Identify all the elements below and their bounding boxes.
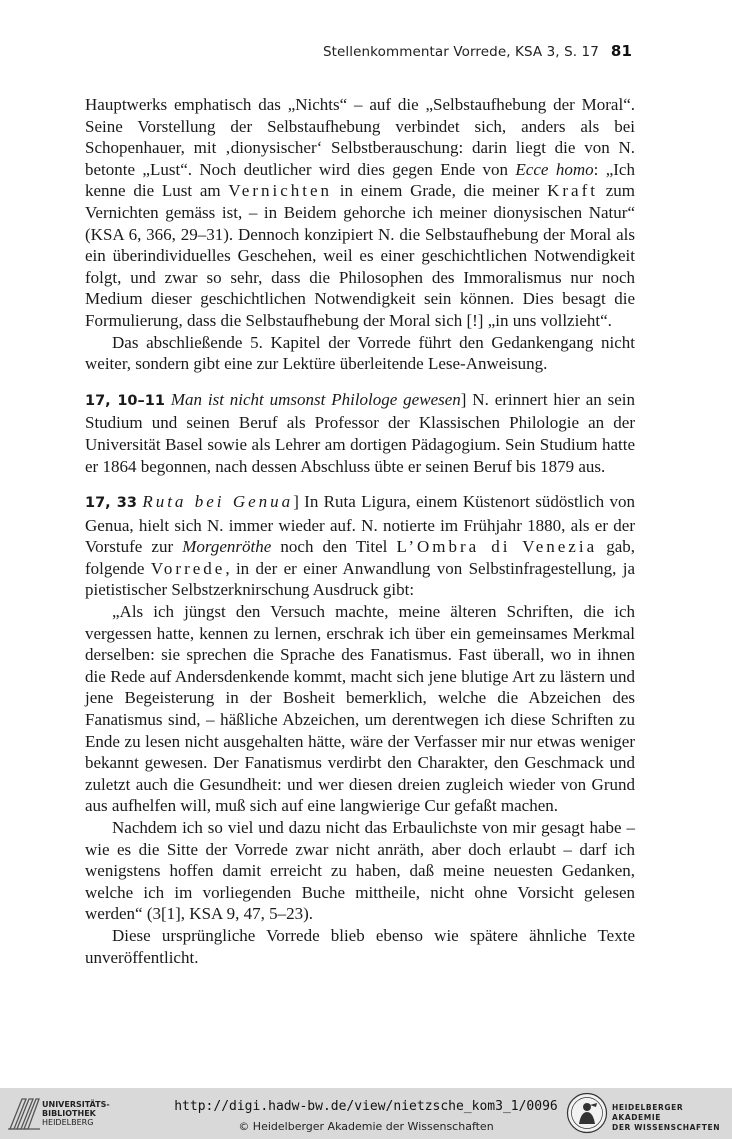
text-run: zum Vernichten gemäss ist, – in Beidem gehorche ich meiner dionysischen Natur“ (KSA 6, 366, 29–31). Dennoch konzipiert N. die Selbstaufhebung der Moral als ein überindividuelles Geschehen, weil es einer geschichtlichen Notwendigkeit folgt, und zwar so sehr, dass die Philosophen des Immoralismus nur noch Medium dieser geschichtlichen Notwendigkeit sein können. Dies besagt die Formulierung, dass die Selbstaufhebung der Moral sich [!] „in uns vollzieht“. bbox=[85, 181, 635, 330]
copyright-notice: © Heidelberger Akademie der Wissenschaften bbox=[238, 1120, 494, 1133]
spaced-word-kraft: Kraft bbox=[547, 181, 598, 201]
page-number: 81 bbox=[610, 42, 632, 60]
commentary-entry-2 bbox=[85, 491, 635, 601]
spaced-word-vernichten: Vernichten bbox=[228, 181, 333, 201]
entry-text: , in der er einer Anwandlung von Selbstinfragestellung, ja pietistischer Selbstzerknirschung Ausdruck gibt: bbox=[85, 558, 635, 600]
running-head-title: Stellenkommentar Vorrede, KSA 3, S. 17 bbox=[322, 44, 599, 60]
digitization-footer bbox=[0, 1088, 732, 1139]
entry-reference: 17, 33 bbox=[85, 495, 137, 512]
academy-line-1: HEIDELBERGER AKADEMIE bbox=[612, 1103, 684, 1122]
work-title-ecce-homo: Ecce homo bbox=[515, 159, 594, 179]
paragraph-1 bbox=[85, 94, 635, 332]
entry-reference: 17, 10–11 bbox=[85, 392, 165, 409]
entry-text: ] N. erinnert hier an sein Studium und seinen Beruf als Professor der Klassischen Philologie an der Universität Basel sowie als Lehrer am dortigen Pädagogium. Sein Studium hatte er 1864 begonnen, nach dessen Abschluss übte er seinen Beruf bis 1879 aus. bbox=[85, 389, 635, 476]
source-url-link[interactable]: http://digi.hadw-bw.de/view/nietzsche_kom3_1/0096 bbox=[174, 1099, 558, 1114]
academy-seal-icon bbox=[566, 1092, 608, 1134]
entry-spacer bbox=[85, 375, 635, 389]
quote-paragraph-2: Nachdem ich so viel und dazu nicht das Erbaulichste von mir gesagt habe – wie es die Sitte der Vorrede zwar nicht anräth, aber doch erlaubt – darf ich wenigstens hoffen damit erreicht zu haben, daß meine neuesten Gedanken, welche ich im vorliegenden Buche mittheile, nicht ohne Vorsicht gelesen werden“ (3[1], KSA 9, 47, 5–23). bbox=[85, 818, 635, 924]
closing-paragraph: Diese ursprüngliche Vorrede blieb ebenso wie spätere ähnliche Texte unveröffentlicht. bbox=[85, 925, 635, 967]
text-run: : „Ich kenne die Lust am bbox=[85, 159, 635, 201]
entry-text: gab, folgende bbox=[85, 537, 636, 578]
work-title-morgenroethe: Morgenröthe bbox=[182, 537, 272, 557]
spaced-word-vorrede: Vorrede bbox=[150, 558, 226, 578]
text-run: in einem Grade, die meiner bbox=[332, 181, 548, 201]
academy-line-2: DER WISSENSCHAFTEN bbox=[612, 1123, 721, 1132]
paragraph-2: Das abschließende 5. Kapitel der Vorrede führt den Gedankengang nicht weiter, sondern gibt eine zur Lektüre überleitende Lese-Anweisung. bbox=[85, 332, 635, 374]
entry-lemma: Man ist nicht umsonst Philologe gewesen bbox=[170, 389, 461, 409]
entry-text: ] In Ruta Ligura, einem Küstenort südöstlich von Genua, hielt sich N. immer wieder auf. N. notierte im Frühjahr 1880, als er der Vorstufe zur bbox=[85, 492, 635, 557]
text-run: Hauptwerks emphatisch das „Nichts“ – auf die „Selbstaufhebung der Moral“. Seine Vorstellung der Selbstaufhebung verbindet sich, anders als bei Schopenhauer, mit ‚dionysischer‘ Selbstberauschung: darin liegt die von N. betonte „Lust“. Noch deutlicher wird dies gegen Ende von bbox=[85, 95, 635, 179]
ub-line-3: HEIDELBERG bbox=[42, 1118, 94, 1127]
commentary-entry-1 bbox=[85, 389, 635, 477]
quote-paragraph-1: „Als ich jüngst den Versuch machte, meine älteren Schriften, die ich vergessen hatte, kennen zu lernen, erschrak ich über ein gemeinsames Merkmal derselben: sie sprechen die Sprache des Fanatismus. Fast überall, wo in ihnen die Rede auf Andersdenkende kommt, macht sich jene blutige Art zu lästern und jene Begeisterung in der Bosheit bemerklich, welche die Abzeichen des Fanatismus sind, – häßliche Abzeichen, um derentwegen ich diese Schriften zu Ende zu lesen nicht ausgehalten hätte, wäre der Verfasser mir nur etwas weniger bekannt gewesen. Der Fanatismus verdirbt den Charakter, den Geschmack und zuletzt auch die Gesundheit: und wer diesen dreien zugleich wieder von Grund aus aufhelfen will, muß sich auf eine langwierige Cur gefaßt machen. bbox=[85, 602, 635, 816]
running-head bbox=[323, 42, 632, 60]
page-body bbox=[85, 94, 635, 968]
academy-name bbox=[612, 1103, 732, 1133]
ub-line-1: UNIVERSITÄTS- bbox=[42, 1100, 110, 1109]
entry-lemma: Ruta bei Genua bbox=[142, 492, 294, 512]
entry-text: noch den Titel bbox=[271, 537, 397, 557]
ub-line-2: BIBLIOTHEK bbox=[42, 1109, 96, 1118]
entry-spacer bbox=[85, 477, 635, 491]
spaced-title-ombra: L’Ombra di Venezia bbox=[396, 537, 598, 557]
